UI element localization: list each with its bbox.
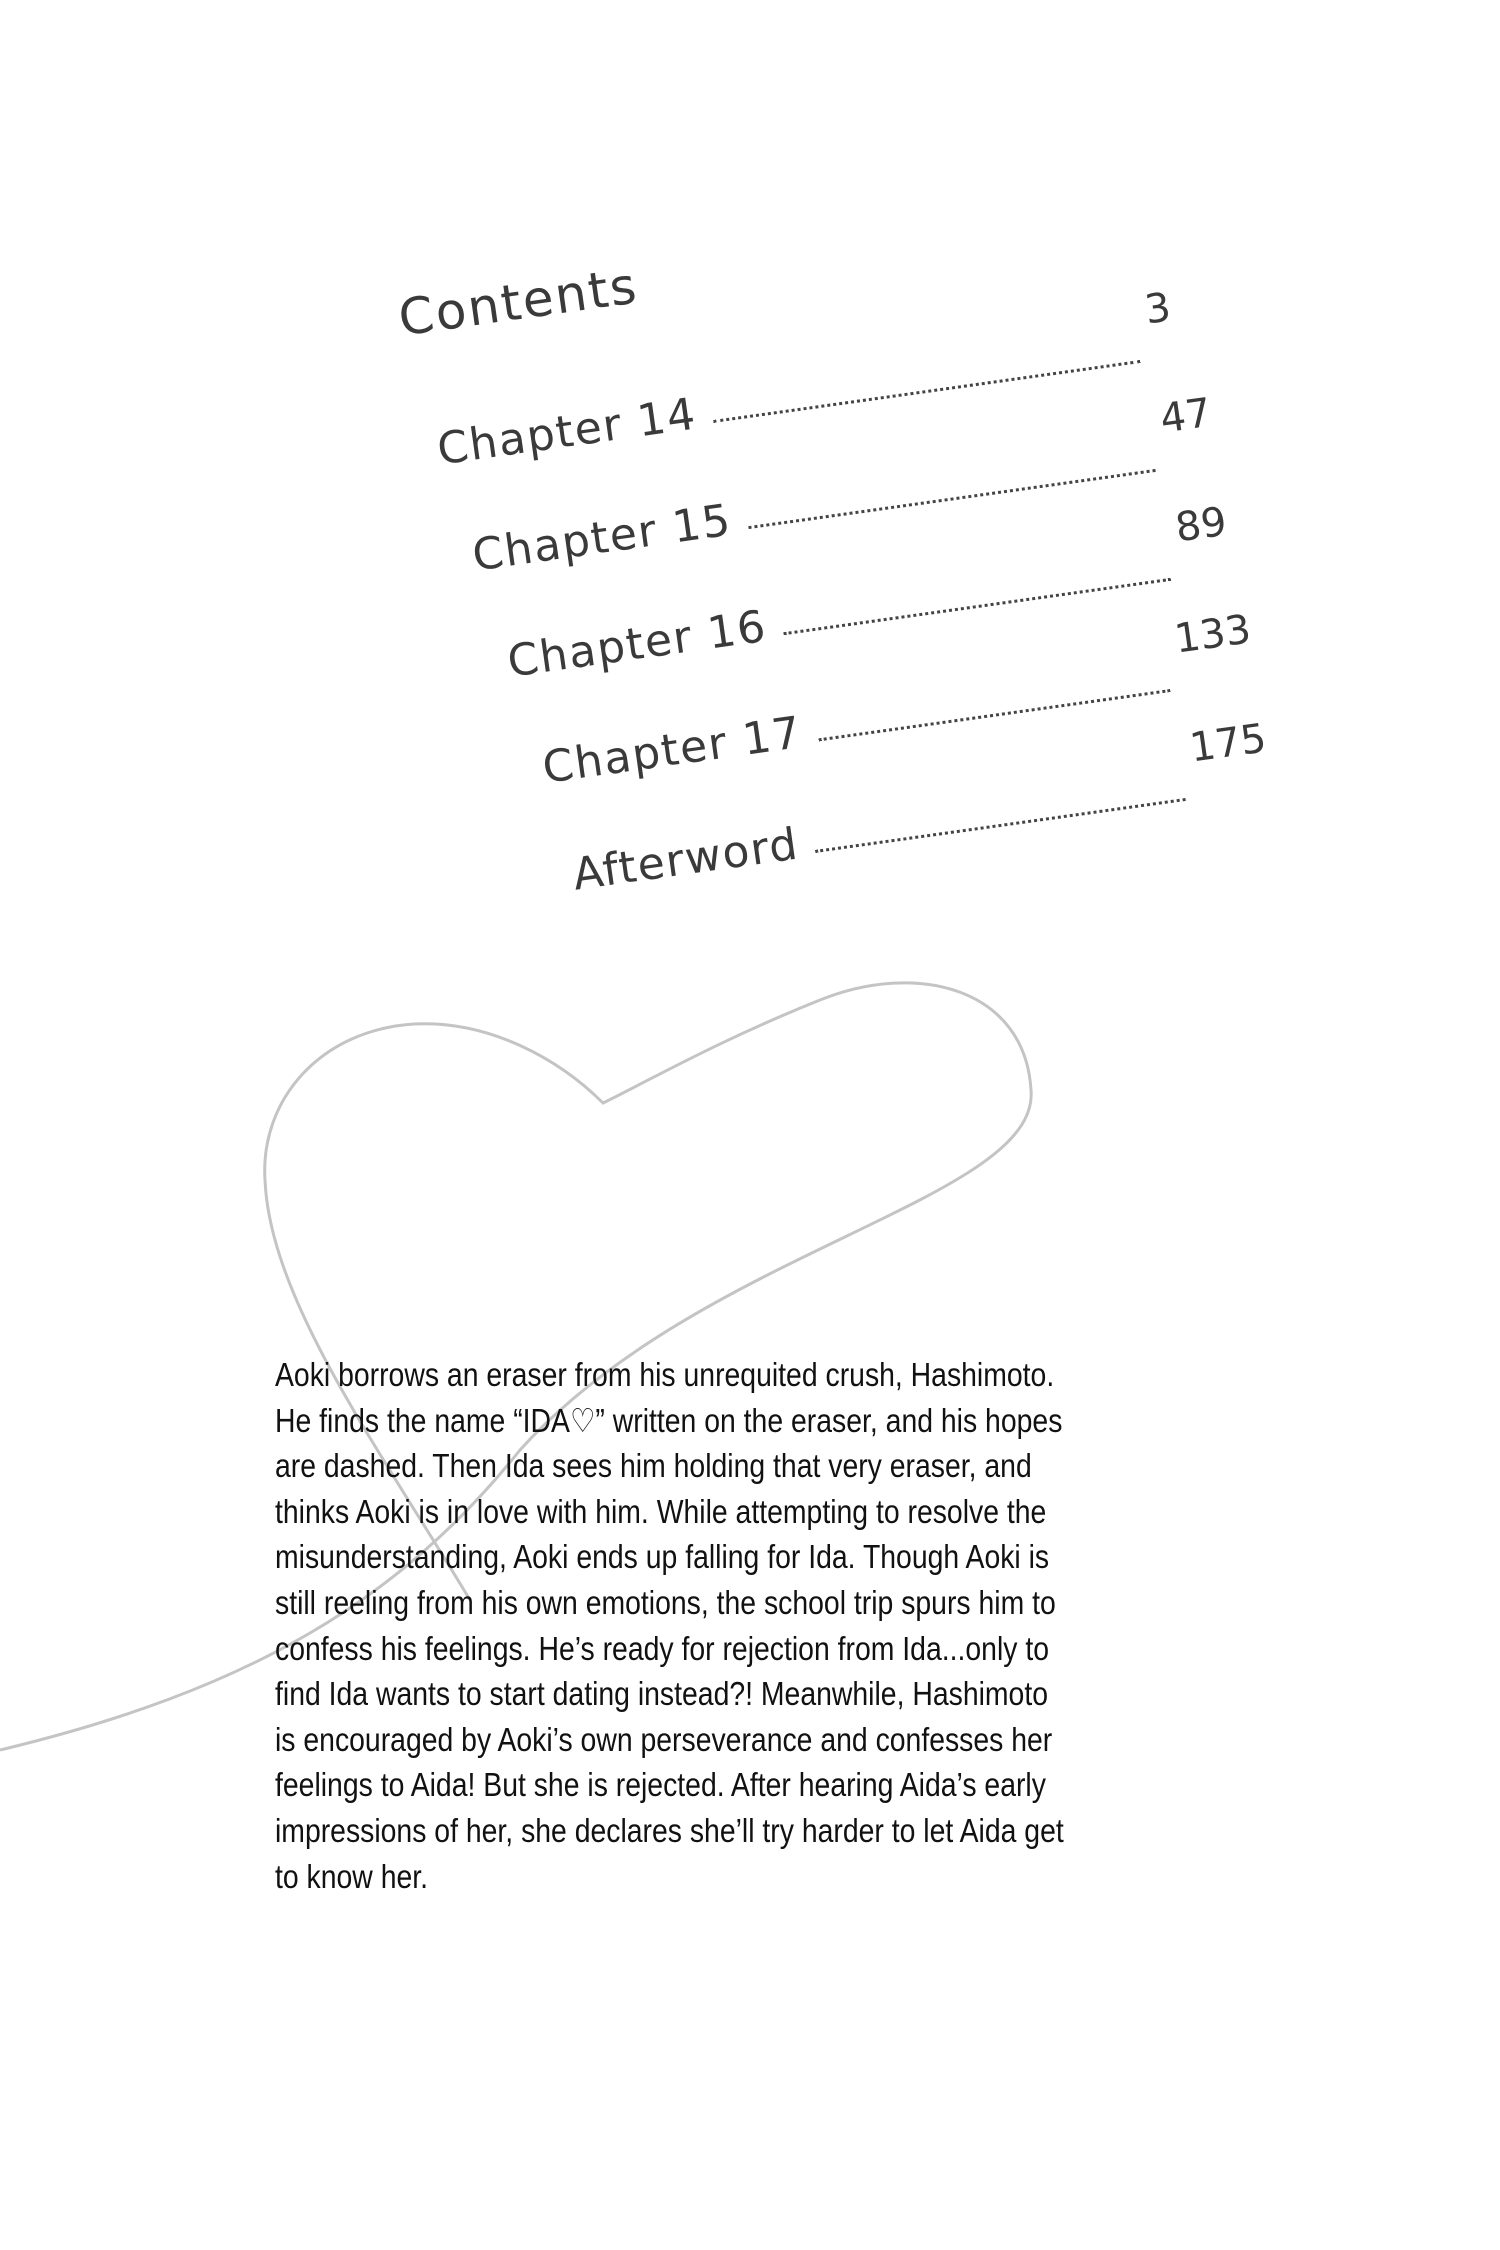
toc-entry-page: 89 [1172, 498, 1230, 552]
toc-entry-page: 133 [1171, 606, 1254, 663]
synopsis-line: misunderstanding, Aoki ends up falling for Ida. Though Aoki is [275, 1538, 1050, 1576]
synopsis-line: find Ida wants to start dating instead?! Meanwhile, Hashimoto [275, 1675, 1049, 1713]
synopsis-line: is encouraged by Aoki’s own perseverance and confesses her [275, 1720, 1053, 1758]
toc-entry-label: Chapter 14 [434, 388, 700, 476]
synopsis-line: confess his feelings. He’s ready for rejection from Ida...only to [275, 1629, 1049, 1667]
table-of-contents [395, 179, 1275, 914]
toc-entry-page: 47 [1157, 389, 1215, 443]
toc-entry-page: 3 [1141, 284, 1174, 334]
synopsis-line: still reeling from his own emotions, the school trip spurs him to [275, 1583, 1056, 1621]
toc-entry-page: 175 [1187, 715, 1270, 772]
synopsis-line: are dashed. Then Ida sees him holding that very eraser, and [275, 1447, 1032, 1485]
synopsis-line: He finds the name “IDA♡” written on the eraser, and his hopes [275, 1401, 1063, 1439]
synopsis-line: feelings to Aida! But she is rejected. After hearing Aida’s early [275, 1766, 1046, 1804]
synopsis-line: to know her. [275, 1857, 429, 1895]
synopsis-line: thinks Aoki is in love with him. While attempting to resolve the [275, 1492, 1047, 1530]
synopsis-line: impressions of her, she declares she’ll try harder to let Aida get [275, 1811, 1064, 1849]
contents-heading: Contents [395, 256, 642, 348]
toc-entry-label: Chapter 15 [469, 494, 735, 582]
toc-entry-label: Chapter 16 [504, 600, 770, 688]
toc-entry-label: Chapter 17 [539, 706, 805, 794]
synopsis-paragraph [275, 1352, 1375, 1899]
synopsis-line: Aoki borrows an eraser from his unrequited crush, Hashimoto. [275, 1356, 1055, 1393]
toc-entry-label: Afterword [569, 818, 802, 901]
